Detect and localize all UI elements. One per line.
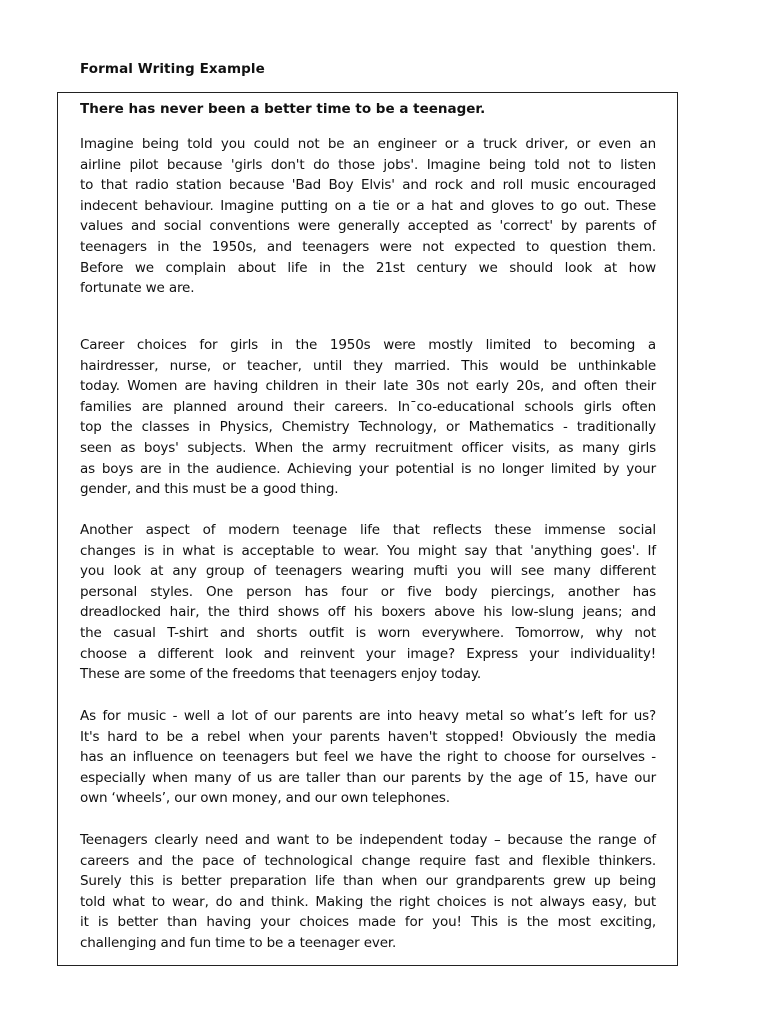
text-line: It's hard to be a rebel when your parents haven't stopped! Obviously the media (80, 728, 656, 745)
text-line: to that radio station because 'Bad Boy Elvis' and rock and roll music encouraged (80, 177, 656, 194)
text-line: These are some of the freedoms that teenagers enjoy today. (80, 666, 481, 683)
paragraph-3 (80, 520, 656, 685)
text-line: has an influence on teenagers but feel we have the right to choose for ourselves - (80, 749, 656, 766)
text-line: you look at any group of teenagers wearing mufti you will see many different (80, 563, 656, 580)
text-line: the casual T-shirt and shorts outfit is worn everywhere. Tomorrow, why not (80, 624, 656, 641)
text-line: careers and the pace of technological change require fast and flexible thinkers. (80, 852, 656, 869)
text-line: indecent behaviour. Imagine putting on a tie or a hat and gloves to go out. These (80, 197, 656, 214)
text-line: especially when many of us are taller than our parents by the age of 15, have our (80, 769, 656, 786)
text-line: gender, and this must be a good thing. (80, 481, 339, 498)
text-line: Another aspect of modern teenage life that reflects these immense social (80, 522, 656, 538)
text-line: top the classes in Physics, Chemistry Technology, or Mathematics - traditionally (80, 419, 656, 436)
text-line: personal styles. One person has four or five body piercings, another has (80, 583, 656, 600)
text-line: teenagers in the 1950s, and teenagers were not expected to question them. (80, 238, 656, 255)
text-line: families are planned around their careers. In¯co-educational schools girls often (80, 398, 656, 415)
text-line: changes is in what is acceptable to wear. You might say that 'anything goes'. If (80, 542, 656, 559)
text-line: challenging and fun time to be a teenager ever. (80, 934, 397, 951)
text-line: Before we complain about life in the 21st century we should look at how (80, 259, 656, 276)
text-line: as boys are in the audience. Achieving your potential is no longer limited by your (80, 460, 656, 477)
text-line: told what to wear, do and think. Making the right choices is not always easy, but (80, 893, 656, 910)
paragraph-4 (80, 706, 656, 809)
text-line: hairdresser, nurse, or teacher, until they married. This would be unthinkable (80, 357, 656, 374)
text-line: Teenagers clearly need and want to be independent today – because the range of (80, 832, 656, 848)
paragraph-2 (80, 335, 656, 500)
text-line: fortunate we are. (80, 280, 195, 297)
paragraph-1 (80, 134, 656, 299)
document-heading: Formal Writing Example (80, 61, 265, 77)
text-line: Career choices for girls in the 1950s were mostly limited to becoming a (80, 337, 656, 353)
text-line: seen as boys' subjects. When the army recruitment officer visits, as many girls (80, 439, 656, 456)
text-line: As for music - well a lot of our parents are into heavy metal so what’s left for us? (80, 708, 656, 724)
text-line: Surely this is better preparation life than when our grandparents grew up being (80, 873, 656, 890)
paragraph-5 (80, 830, 656, 954)
text-line: Imagine being told you could not be an engineer or a truck driver, or even an (80, 136, 656, 152)
text-line: choose a different look and reinvent your image? Express your individuality! (80, 645, 656, 662)
text-line: values and social conventions were generally accepted as 'correct' by parents of (80, 218, 656, 235)
text-line: it is better than having your choices made for you! This is the most exciting, (80, 914, 656, 931)
essay-title: There has never been a better time to be a teenager. (80, 101, 486, 117)
text-line: dreadlocked hair, the third shows off his boxers above his low-slung jeans; and (80, 604, 656, 621)
text-line: own ‘wheels’, our own money, and our own telephones. (80, 790, 450, 807)
text-line: airline pilot because 'girls don't do those jobs'. Imagine being told not to listen (80, 156, 656, 173)
text-line: today. Women are having children in their late 30s not early 20s, and often their (80, 378, 656, 395)
